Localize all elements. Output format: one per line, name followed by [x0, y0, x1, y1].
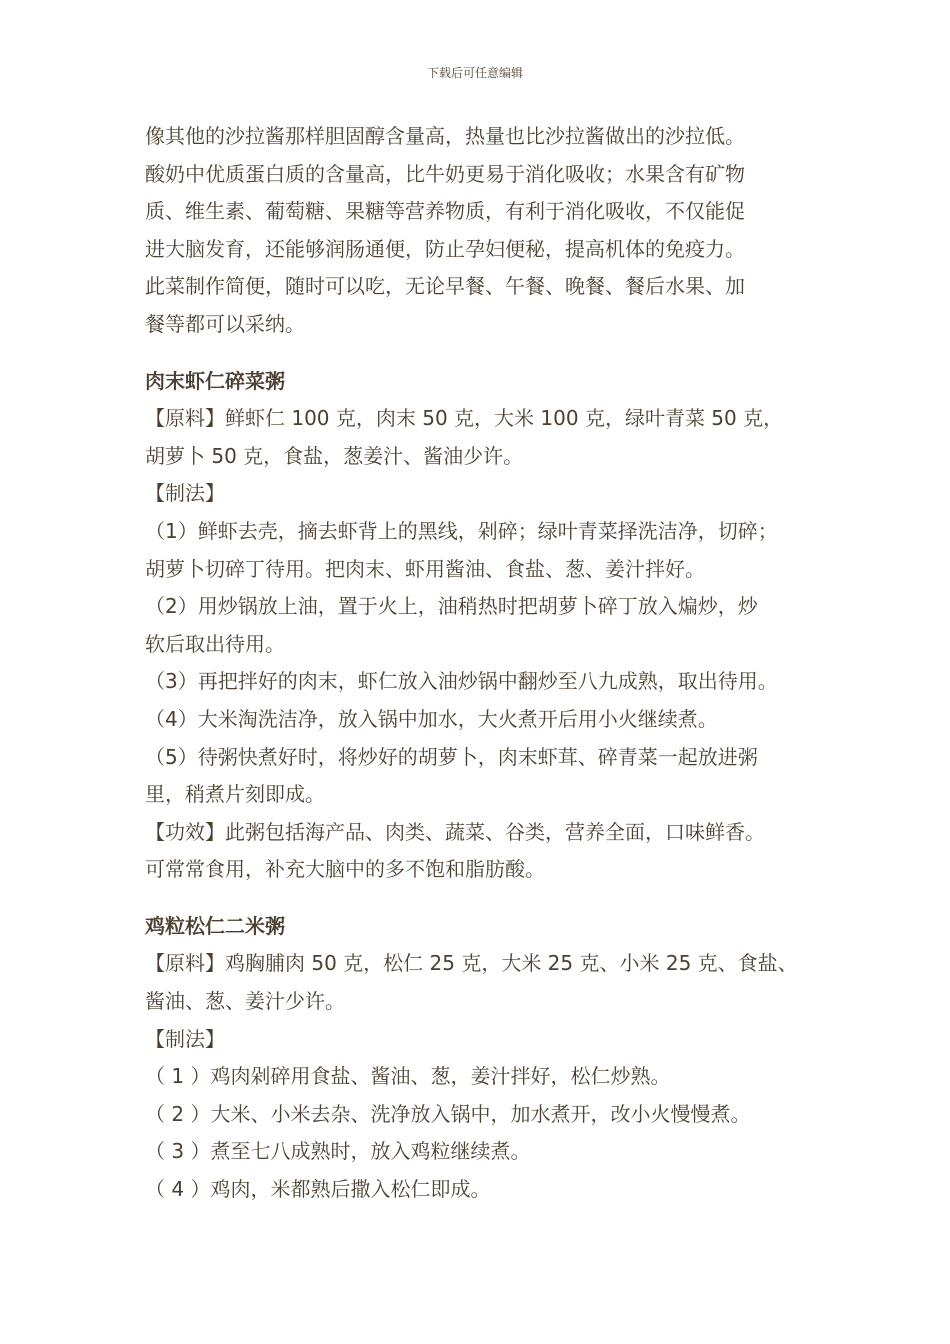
- recipe-line: 【制法】: [145, 1026, 225, 1051]
- recipe-line: （1）鲜虾去壳，摘去虾背上的黑线，剁碎；绿叶青菜择洗洁净，切碎；: [145, 518, 778, 543]
- recipe-line: 胡萝卜 50 克，食盐，葱姜汁、酱油少许。: [145, 443, 524, 468]
- recipe-line: （2）用炒锅放上油，置于火上，油稍热时把胡萝卜碎丁放入煸炒，炒: [145, 594, 758, 619]
- intro-line: 餐等都可以采纳。: [145, 311, 305, 336]
- intro-line: 质、维生素、葡萄糖、果糖等营养物质，有利于消化吸收，不仅能促: [145, 199, 745, 224]
- recipe-line: （4）大米淘洗洁净，放入锅中加水，大火煮开后用小火继续煮。: [145, 706, 718, 731]
- recipe-line: （ 2 ）大米、小米去杂、洗净放入锅中，加水煮开，改小火慢慢煮。: [145, 1101, 751, 1126]
- recipe-title: 肉末虾仁碎菜粥: [145, 368, 285, 393]
- intro-line: 酸奶中优质蛋白质的含量高，比牛奶更易于消化吸收；水果含有矿物: [145, 161, 745, 186]
- recipe-line: 【原料】鲜虾仁 100 克，肉末 50 克，大米 100 克，绿叶青菜 50 克，: [145, 406, 784, 431]
- recipe-line: 里，稍煮片刻即成。: [145, 782, 325, 807]
- recipe-line: 酱油、葱、姜汁少许。: [145, 989, 345, 1014]
- recipe-line: 胡萝卜切碎丁待用。把肉末、虾用酱油、食盐、葱、姜汁拌好。: [145, 556, 705, 581]
- recipe-line: （ 3 ）煮至七八成熟时，放入鸡粒继续煮。: [145, 1139, 531, 1164]
- recipe-line: （ 4 ）鸡肉，米都熟后撒入松仁即成。: [145, 1177, 491, 1202]
- page-header: 下载后可任意编辑: [426, 66, 523, 80]
- recipe-line: （ 1 ）鸡肉剁碎用食盐、酱油、葱，姜汁拌好，松仁炒熟。: [145, 1064, 671, 1089]
- recipe-line: 可常常食用，补充大脑中的多不饱和脂肪酸。: [145, 857, 545, 882]
- recipe-line: 软后取出待用。: [145, 631, 285, 656]
- recipe-line: 【功效】此粥包括海产品、肉类、蔬菜、谷类，营养全面，口味鲜香。: [145, 819, 765, 844]
- recipe-line: 【制法】: [145, 481, 225, 506]
- recipe-line: 【原料】鸡胸脯肉 50 克，松仁 25 克，大米 25 克、小米 25 克、食盐、: [145, 951, 798, 976]
- recipe-line: （3）再把拌好的肉末，虾仁放入油炒锅中翻炒至八九成熟，取出待用。: [145, 669, 778, 694]
- recipe-line: （5）待粥快煮好时，将炒好的胡萝卜，肉末虾茸、碎青菜一起放进粥: [145, 744, 758, 769]
- recipe-title: 鸡粒松仁二米粥: [145, 913, 285, 938]
- document-body: [145, 118, 825, 1209]
- intro-line: 此菜制作简便，随时可以吃，无论早餐、午餐、晚餐、餐后水果、加: [145, 274, 745, 299]
- intro-line: 进大脑发育，还能够润肠通便，防止孕妇便秘，提高机体的免疫力。: [145, 236, 745, 261]
- intro-line: 像其他的沙拉酱那样胆固醇含量高，热量也比沙拉酱做出的沙拉低。: [145, 124, 745, 148]
